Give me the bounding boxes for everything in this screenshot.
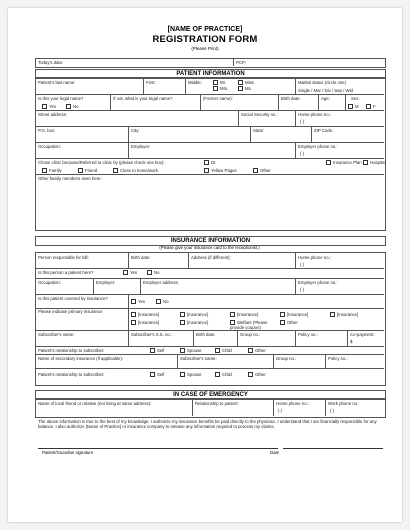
- checkbox-icon: [238, 86, 243, 91]
- referral-question: Chose clinic because/Referred to clinic by (please check one box):: [38, 160, 165, 165]
- welfare-label: Welfare (Please provide coupon): [230, 320, 268, 331]
- divider: [295, 330, 296, 346]
- checkbox-icon: [131, 320, 136, 325]
- checkbox-icon: [78, 168, 83, 173]
- todays-date-field[interactable]: Today's date:: [38, 59, 64, 65]
- covered-question: Is this patient covered by insurance?: [38, 296, 108, 301]
- f-label: F: [373, 104, 376, 109]
- other-label: Other: [255, 372, 266, 377]
- divider: [238, 110, 239, 126]
- employer-phone-field[interactable]: Employer phone no.:: [298, 144, 338, 149]
- divider: [35, 174, 384, 175]
- responsible-person-field[interactable]: Person responsible for bill:: [38, 255, 89, 260]
- marital-status-options[interactable]: Single / Mar / Div / Sep / Wid: [298, 88, 353, 93]
- form-subtitle: (Please Print): [191, 46, 219, 51]
- other-label: Other: [255, 348, 266, 353]
- date-pcp-row: [35, 58, 386, 68]
- secondary-relationship-spouse-checkbox[interactable]: [180, 372, 202, 377]
- date-line: [283, 448, 383, 449]
- divider: [311, 126, 312, 142]
- age-field[interactable]: Age:: [321, 96, 330, 101]
- first-name-field[interactable]: First:: [146, 80, 156, 85]
- checkbox-icon: [330, 312, 335, 317]
- insurance-option-label: [Insurance]: [138, 320, 160, 325]
- checkbox-icon: [204, 168, 209, 173]
- signature-date-label[interactable]: Date: [270, 450, 280, 455]
- insurance-plan-label: Insurance Plan: [333, 160, 362, 165]
- emergency-home-phone-parens: ( ): [278, 408, 283, 413]
- divider: [345, 94, 346, 110]
- insurance-option-label: [Insurance]: [187, 312, 209, 317]
- responsible-address-field[interactable]: Address (if different):: [191, 255, 231, 260]
- divider: [200, 94, 201, 110]
- divider: [318, 94, 319, 110]
- checkbox-icon: [326, 160, 331, 165]
- dr-label: Dr.: [211, 160, 217, 165]
- divider: [35, 268, 384, 269]
- title-ms-checkbox[interactable]: [238, 86, 252, 91]
- checkbox-icon: [131, 299, 136, 304]
- insurance-option-label: [Insurance]: [287, 312, 309, 317]
- relationship-self-checkbox[interactable]: [150, 348, 164, 353]
- self-label: Self: [157, 348, 165, 353]
- checkbox-icon: [366, 104, 371, 109]
- employer-phone-parens: ( ): [300, 151, 305, 156]
- divider: [295, 110, 296, 126]
- signature-label[interactable]: Patient/Guardian signature: [42, 450, 94, 455]
- spouse-label: Spouse: [187, 348, 202, 353]
- divider: [237, 330, 238, 346]
- insurance-option-label: [Insurance]: [237, 312, 259, 317]
- yes-label: Yes: [130, 270, 138, 275]
- other-label: Other: [287, 320, 298, 325]
- group-no-field[interactable]: Group no.:: [240, 332, 261, 337]
- referral-yellow-pages-checkbox[interactable]: [204, 168, 237, 173]
- primary-insurance-question: Please indicate primary insurance: [38, 309, 103, 314]
- ssn-field[interactable]: Social Security no.:: [241, 112, 278, 117]
- divider: [35, 142, 384, 143]
- responsible-employer-phone-parens: ( ): [300, 287, 305, 292]
- referral-friend-checkbox[interactable]: [78, 168, 97, 173]
- primary-insurance-option-2[interactable]: [180, 312, 208, 317]
- form-title: REGISTRATION FORM: [152, 34, 258, 45]
- responsible-employer-phone-field[interactable]: Employer phone no.:: [298, 280, 338, 285]
- primary-insurance-option-1[interactable]: [131, 312, 159, 317]
- insurance-option-label: [Insurance]: [337, 312, 359, 317]
- authorization-statement: The above information is true to the best of my knowledge. I authorize my insurance benefits be paid directly to the physician. I understand that I am financially responsible for any balance. I also authorize [Name of Practice] or insurance company to release any information required to process my claims.: [38, 419, 377, 430]
- yes-label: Yes: [138, 299, 146, 304]
- referral-other-checkbox[interactable]: [253, 168, 271, 173]
- checkbox-icon: [66, 104, 71, 109]
- checkbox-icon: [42, 168, 47, 173]
- insurance-option-label: [Insurance]: [187, 320, 209, 325]
- checkbox-icon: [248, 372, 253, 377]
- emergency-section-title: IN CASE OF EMERGENCY: [35, 390, 386, 400]
- patient-section-title: PATIENT INFORMATION: [35, 69, 386, 79]
- checkbox-icon: [238, 80, 243, 85]
- home-phone-parens: ( ): [300, 119, 305, 124]
- divider: [128, 330, 129, 346]
- title-miss-label: Miss: [245, 80, 254, 85]
- divider: [35, 330, 384, 331]
- signature-line: [38, 448, 278, 449]
- responsible-phone-parens: ( ): [300, 262, 305, 267]
- subscriber-ssn-field[interactable]: Subscriber's S.S. no.:: [131, 332, 173, 337]
- sex-m-checkbox[interactable]: [348, 104, 359, 109]
- divider: [35, 368, 384, 369]
- checkbox-icon: [280, 320, 285, 325]
- insurance-section-title: INSURANCE INFORMATION: [35, 236, 386, 246]
- checkbox-icon: [147, 270, 152, 275]
- divider: [295, 278, 296, 294]
- checkbox-icon: [215, 372, 220, 377]
- secondary-policy-no-field[interactable]: Policy no.:: [328, 356, 348, 361]
- legal-name-question: Is this your legal name?: [38, 96, 84, 101]
- checkbox-icon: [180, 348, 185, 353]
- relationship-spouse-checkbox[interactable]: [180, 348, 202, 353]
- title-mr-label: Mr.: [220, 80, 226, 85]
- checkbox-icon: [204, 160, 209, 165]
- copayment-field[interactable]: Co-payment:: [350, 332, 375, 337]
- policy-no-field[interactable]: Policy no.:: [298, 332, 318, 337]
- no-label: No: [73, 104, 79, 109]
- checkbox-icon: [280, 312, 285, 317]
- insurance-option-label: [Insurance]: [138, 312, 160, 317]
- referral-hospital-checkbox[interactable]: [363, 160, 386, 165]
- friend-label: Friend: [85, 168, 98, 173]
- responsible-occupation-field[interactable]: Occupation:: [38, 280, 61, 285]
- divider: [295, 142, 296, 158]
- divider: [143, 77, 144, 94]
- street-address-field[interactable]: Street address:: [38, 112, 68, 117]
- yes-label: Yes: [49, 104, 57, 109]
- emergency-work-phone-field[interactable]: Work phone no.:: [328, 401, 360, 406]
- checkbox-icon: [180, 372, 185, 377]
- divider: [35, 158, 384, 159]
- yellow-pages-label: Yellow Pages: [211, 168, 237, 173]
- divider: [35, 346, 384, 347]
- insurance-note: (Please give your insurance card to the receptionist.): [159, 245, 260, 250]
- referral-close-home-checkbox[interactable]: [113, 168, 158, 173]
- legal-name-no-checkbox[interactable]: [66, 104, 79, 109]
- sex-f-checkbox[interactable]: [366, 104, 376, 109]
- referral-family-checkbox[interactable]: [42, 168, 62, 173]
- checkbox-icon: [113, 168, 118, 173]
- divider: [35, 294, 384, 295]
- divider: [192, 398, 193, 416]
- primary-insurance-option-7[interactable]: [180, 320, 208, 325]
- primary-insurance-option-6[interactable]: [131, 320, 159, 325]
- referral-dr-checkbox[interactable]: [204, 160, 217, 165]
- divider: [273, 398, 274, 416]
- child-label: Child: [222, 372, 232, 377]
- checkbox-icon: [180, 312, 185, 317]
- copayment-dollar: $: [350, 339, 353, 344]
- checkbox-icon: [230, 312, 235, 317]
- no-label: No: [154, 270, 160, 275]
- home-phone-field[interactable]: Home phone no.:: [298, 112, 331, 117]
- responsible-birth-date-field[interactable]: Birth date:: [131, 255, 151, 260]
- checkbox-icon: [253, 168, 258, 173]
- secondary-relationship-child-checkbox[interactable]: [215, 372, 232, 377]
- former-name-field[interactable]: (Former name):: [203, 96, 233, 101]
- is-patient-question: Is this person a patient here?: [38, 270, 94, 275]
- spouse-label: Spouse: [187, 372, 202, 377]
- primary-insurance-option-5[interactable]: [330, 312, 358, 317]
- checkbox-icon: [180, 320, 185, 325]
- secondary-group-no-field[interactable]: Group no.:: [276, 356, 297, 361]
- secondary-relationship-other-checkbox[interactable]: [248, 372, 266, 377]
- title-mrs-checkbox[interactable]: [213, 86, 228, 91]
- secondary-relationship-question: Patient's relationship to subscriber:: [38, 372, 105, 377]
- employer-address-field[interactable]: Employer address:: [143, 280, 179, 285]
- checkbox-icon: [248, 348, 253, 353]
- marital-status-label: Marital status (circle one): [298, 80, 346, 85]
- birth-date-field[interactable]: Birth date:: [281, 96, 301, 101]
- relationship-child-checkbox[interactable]: [215, 348, 232, 353]
- checkbox-icon: [150, 372, 155, 377]
- divider: [193, 330, 194, 346]
- divider: [177, 354, 178, 368]
- po-box-field[interactable]: P.O. box:: [38, 128, 56, 133]
- title-mrs-label: Mrs.: [220, 86, 229, 91]
- checkbox-icon: [215, 348, 220, 353]
- title-miss-checkbox[interactable]: [238, 80, 254, 85]
- divider: [185, 77, 186, 94]
- divider: [140, 278, 141, 294]
- practice-name: [NAME OF PRACTICE]: [167, 26, 243, 33]
- checkbox-icon: [123, 270, 128, 275]
- divider: [35, 94, 384, 95]
- relationship-question: Patient's relationship to subscriber:: [38, 348, 105, 353]
- legal-name-field[interactable]: If not, what is your legal name?: [113, 96, 173, 101]
- divider: [128, 252, 129, 268]
- subscriber-birth-date-field[interactable]: Birth date:: [196, 332, 216, 337]
- checkbox-icon: [150, 348, 155, 353]
- divider: [347, 330, 348, 346]
- child-label: Child: [222, 348, 232, 353]
- m-label: M: [355, 104, 359, 109]
- divider: [128, 126, 129, 142]
- title-ms-label: Ms.: [245, 86, 252, 91]
- other-family-field[interactable]: Other family members seen here:: [38, 176, 102, 181]
- other-label: Other: [260, 168, 271, 173]
- divider: [295, 77, 296, 94]
- primary-insurance-option-3[interactable]: [230, 312, 258, 317]
- covered-no-checkbox[interactable]: [156, 299, 169, 304]
- divider: [110, 94, 111, 110]
- divider: [35, 278, 384, 279]
- checkbox-icon: [213, 86, 218, 91]
- checkbox-icon: [42, 104, 47, 109]
- divider: [295, 252, 296, 268]
- employer-field[interactable]: Employer:: [131, 144, 151, 149]
- family-label: Family: [49, 168, 62, 173]
- middle-name-field[interactable]: Middle:: [188, 80, 202, 85]
- checkbox-icon: [131, 312, 136, 317]
- zip-field[interactable]: ZIP Code:: [314, 128, 334, 133]
- legal-name-yes-checkbox[interactable]: [42, 104, 56, 109]
- local-friend-field[interactable]: Name of local friend or relative (not living at same address):: [38, 401, 152, 406]
- no-label: No: [163, 299, 169, 304]
- city-field[interactable]: City:: [131, 128, 140, 133]
- divider: [278, 94, 279, 110]
- self-label: Self: [157, 372, 165, 377]
- occupation-field[interactable]: Occupation:: [38, 144, 61, 149]
- divider: [325, 354, 326, 368]
- primary-insurance-option-4[interactable]: [280, 312, 308, 317]
- secondary-subscriber-name-field[interactable]: Subscriber's name:: [180, 356, 217, 361]
- title-mr-checkbox[interactable]: [213, 80, 226, 85]
- divider: [250, 126, 251, 142]
- last-name-field[interactable]: Patient's last name:: [38, 80, 76, 85]
- checkbox-icon: [213, 80, 218, 85]
- divider: [35, 354, 384, 355]
- state-field[interactable]: State:: [253, 128, 265, 133]
- covered-yes-checkbox[interactable]: [131, 299, 145, 304]
- divider: [35, 126, 384, 127]
- secondary-relationship-self-checkbox[interactable]: [150, 372, 164, 377]
- checkbox-icon: [156, 299, 161, 304]
- emergency-work-phone-parens: ( ): [330, 408, 335, 413]
- pcp-field[interactable]: PCP:: [236, 59, 247, 65]
- emergency-relationship-field[interactable]: Relationship to patient:: [195, 401, 239, 406]
- divider: [128, 294, 129, 308]
- is-patient-yes-checkbox[interactable]: [123, 270, 137, 275]
- checkbox-icon: [363, 160, 368, 165]
- divider: [233, 58, 234, 66]
- divider: [128, 142, 129, 158]
- registration-form-page: [8, 8, 402, 522]
- subscriber-name-field[interactable]: Subscriber's name:: [38, 332, 75, 337]
- welfare-checkbox[interactable]: [230, 320, 275, 330]
- hospital-label: Hospital: [370, 160, 386, 165]
- secondary-insurance-field[interactable]: Name of secondary insurance (if applicable):: [38, 356, 124, 361]
- emergency-home-phone-field[interactable]: Home phone no.:: [276, 401, 309, 406]
- divider: [273, 354, 274, 368]
- divider: [93, 278, 94, 294]
- is-patient-no-checkbox[interactable]: [147, 270, 160, 275]
- divider: [35, 110, 384, 111]
- divider: [325, 398, 326, 416]
- relationship-other-checkbox[interactable]: [248, 348, 266, 353]
- sex-label: Sex:: [351, 96, 360, 101]
- divider: [188, 252, 189, 268]
- divider: [128, 308, 129, 330]
- close-home-label: Close to home/work: [120, 168, 158, 173]
- referral-insurance-plan-checkbox[interactable]: [326, 160, 362, 165]
- responsible-employer-field[interactable]: Employer:: [96, 280, 116, 285]
- other-insurance-checkbox[interactable]: [280, 320, 298, 325]
- responsible-home-phone-field[interactable]: Home phone no.:: [298, 255, 331, 260]
- checkbox-icon: [348, 104, 353, 109]
